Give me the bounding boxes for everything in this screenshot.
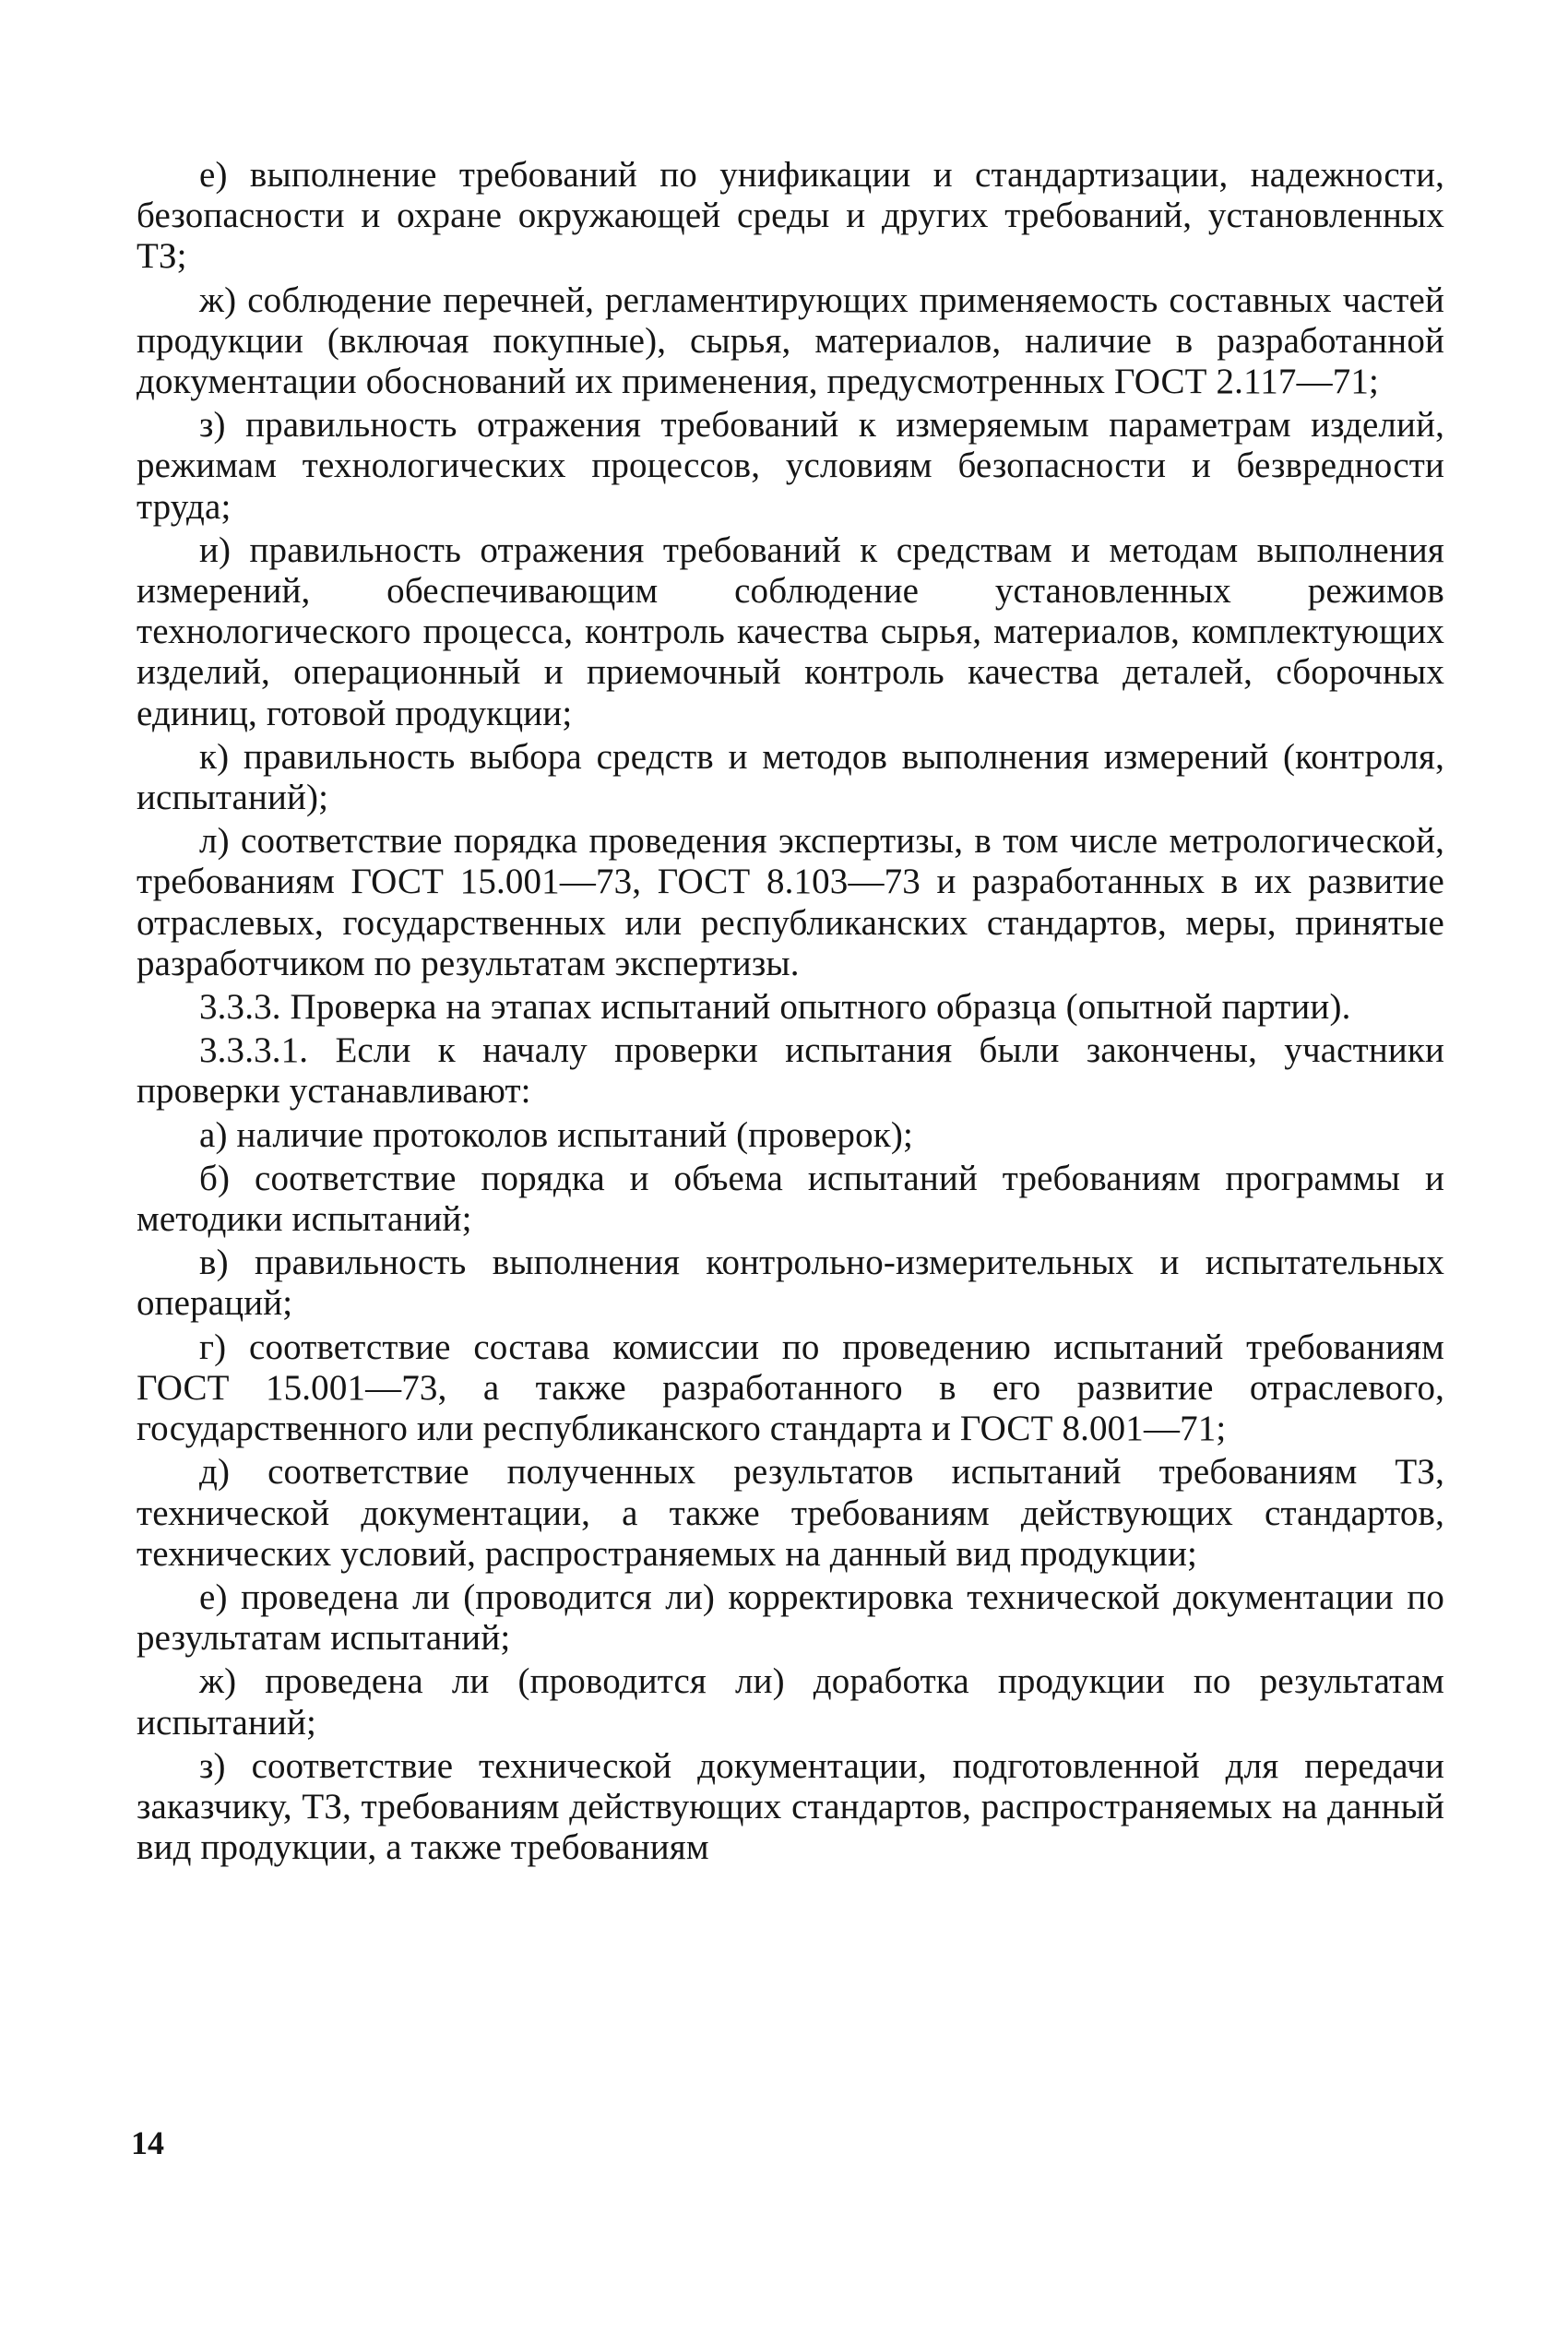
list-item-d: д) соответствие полученных результатов испытаний требованиям ТЗ, технической документации, а также требованиям действующих стандартов, технических условий, распространяемых на данный вид продукции; (137, 1452, 1444, 1574)
paragraph-k-method-choice: к) правильность выбора средств и методов выполнения измерений (контроля, испытаний); (137, 736, 1444, 818)
section-heading-3-3-3: 3.3.3. Проверка на этапах испытаний опытного образца (опытной партии). (199, 987, 1351, 1028)
list-item-zh: ж) проведена ли (проводится ли) доработка продукции по результатам испытаний; (137, 1661, 1444, 1743)
paragraph-zh-applicability: ж) соблюдение перечней, регламентирующих применяемость составных частей продукции (включая покупные), сырья, материалов, наличие в разработанной документации обоснований их применения, предусмотренных ГОСТ 2.117—71; (137, 280, 1444, 402)
list-item-e: е) проведена ли (проводится ли) корректировка технической документации по результатам испытаний; (137, 1576, 1444, 1659)
paragraph-l-expertise-order: л) соответствие порядка проведения экспертизы, в том числе метрологической, требованиям ГОСТ 15.001—73, ГОСТ 8.103—73 и разработанных в их развитие отраслевых, государственных или республиканских стандартов, меры, принятые разработчиком по результатам экспертизы. (137, 821, 1444, 983)
list-item-v: в) правильность выполнения контрольно-измерительных и испытательных операций; (137, 1243, 1444, 1324)
paragraph-i-measurement-means: и) правильность отражения требований к средствам и методам выполнения измерений, обеспечивающим соблюдение установленных режимов технологического процесса, контроль качества сырья, материалов, комплектующих изделий, операционный и приемочный контроль качества деталей, сборочных единиц, готовой продукции; (137, 529, 1444, 733)
paragraph-z-measured-parameters: з) правильность отражения требований к измеряемым параметрам изделий, режимам технологических процессов, условиям безопасности и безвредности труда; (137, 405, 1444, 527)
paragraph-3-3-3-1: 3.3.3.1. Если к началу проверки испытания были закончены, участники проверки устанавливают: (137, 1030, 1444, 1112)
list-item-g: г) соответствие состава комиссии по проведению испытаний требованиям ГОСТ 15.001—73, а также разработанного в его развитие отраслевого, государственного или республиканского стандарта и ГОСТ 8.001—71; (137, 1327, 1444, 1449)
list-item-a: а) наличие протоколов испытаний (проверок); (199, 1114, 913, 1155)
list-item-b: б) соответствие порядка и объема испытаний требованиям программы и методики испытаний; (137, 1158, 1444, 1240)
body-text (137, 155, 1444, 1871)
paragraph-e-unification: е) выполнение требований по унификации и стандартизации, надежности, безопасности и охране окружающей среды и других требований, установленных ТЗ; (137, 155, 1444, 277)
page-number: 14 (131, 2124, 164, 2161)
list-item-z: з) соответствие технической документации, подготовленной для передачи заказчику, ТЗ, требованиям действующих стандартов, распространяемых на данный вид продукции, а также требованиям (137, 1745, 1444, 1868)
